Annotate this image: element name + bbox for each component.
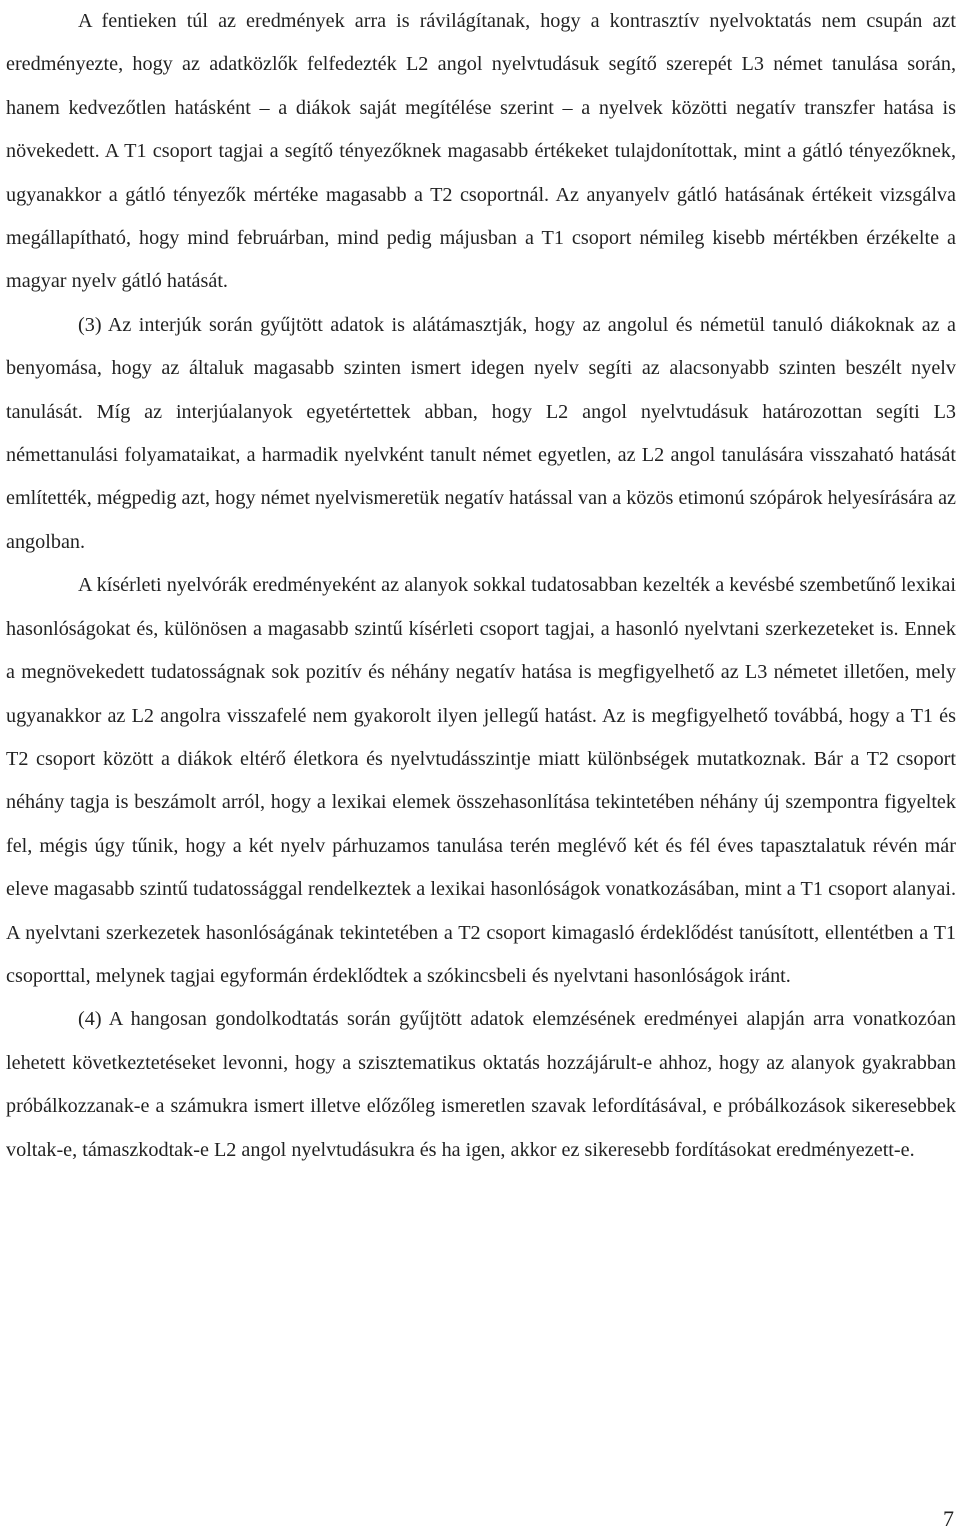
paragraph-4: (4) A hangosan gondolkodtatás során gyűjtött adatok elemzésének eredményei alapján arra vonatkozóan lehetett következtetéseket levonni, hogy a szisztematikus oktatás hozzájárult-e ahhoz, hogy az alanyok gyakrabban próbálkozzanak-e a számukra ismert illetve előzőleg ismeretlen szavak lefordításával, e próbálkozások sikeresebbek voltak-e, támaszkodtak-e L2 angol nyelvtudásukra és ha igen, akkor ez sikeresebb fordításokat eredményezett-e. xyxy=(6,1008,956,1161)
paragraph-3: A kísérleti nyelvórák eredményeként az alanyok sokkal tudatosabban kezelték a kevésbé szembetűnő lexikai hasonlóságokat és, különösen a magasabb szintű kísérleti csoport tagjai, a hasonló nyelvtani szerkezeteket is. Ennek a megnövekedett tudatosságnak sok pozitív és néhány negatív hatása is megfigyelhető az L3 németet illetően, mely ugyanakkor az L2 angolra visszafelé nem gyakorolt ilyen jellegű hatást. Az is megfigyelhető továbbá, hogy a T1 és T2 csoport között a diákok eltérő életkora és nyelvtudásszintje miatt különbségek mutatkoznak. Bár a T2 csoport néhány tagja is beszámolt arról, hogy a lexikai elemek összehasonlítása tekintetében néhány új szempontra figyeltek fel, mégis úgy tűnik, hogy a két nyelv párhuzamos tanulása terén meglévő két és fél éves tapasztalatuk révén már eleve magasabb szintű tudatossággal rendelkeztek a lexikai hasonlóságok vonatkozásában, mint a T1 csoport alanyai. A nyelvtani szerkezetek hasonlóságának tekintetében a T2 csoport kimagasló érdeklődést tanúsított, ellentétben a T1 csoporttal, melynek tagjai egyformán érdeklődtek a szókincsbeli és nyelvtani hasonlóságok iránt. xyxy=(6,574,956,987)
paragraph-2: (3) Az interjúk során gyűjtött adatok is alátámasztják, hogy az angolul és németül tanuló diákoknak az a benyomása, hogy az általuk magasabb szinten ismert idegen nyelv segíti az alacsonyabb szinten beszélt nyelv tanulását. Míg az interjúalanyok egyetértettek abban, hogy L2 angol nyelvtudásuk határozottan segíti L3 némettanulási folyamataikat, a harmadik nyelvként tanult német egyetlen, az L2 angol tanulására visszaható hatását említették, mégpedig azt, hogy német nyelvismeretük negatív hatással van a közös etimonú szópárok helyesírására az angolban. xyxy=(6,313,956,553)
page-number: 7 xyxy=(943,1506,954,1531)
paragraph-1: A fentieken túl az eredmények arra is rávilágítanak, hogy a kontrasztív nyelvoktatás nem csupán azt eredményezte, hogy az adatközlők felfedezték L2 angol nyelvtudásuk segítő szerepét L3 német tanulása során, hanem kedvezőtlen hatásként – a diákok saját megítélése szerint – a nyelvek közötti negatív transzfer hatása is növekedett. A T1 csoport tagjai a segítő tényezőknek magasabb értékeket tulajdonítottak, mint a gátló tényezőknek, ugyanakkor a gátló tényezők mértéke magasabb a T2 csoportnál. Az anyanyelv gátló hatásának értékeit vizsgálva megállapítható, hogy mind februárban, mind pedig májusban a T1 csoport némileg kisebb mértékben érzékelte a magyar nyelv gátló hatását. xyxy=(6,10,956,293)
document-page xyxy=(6,0,956,1172)
